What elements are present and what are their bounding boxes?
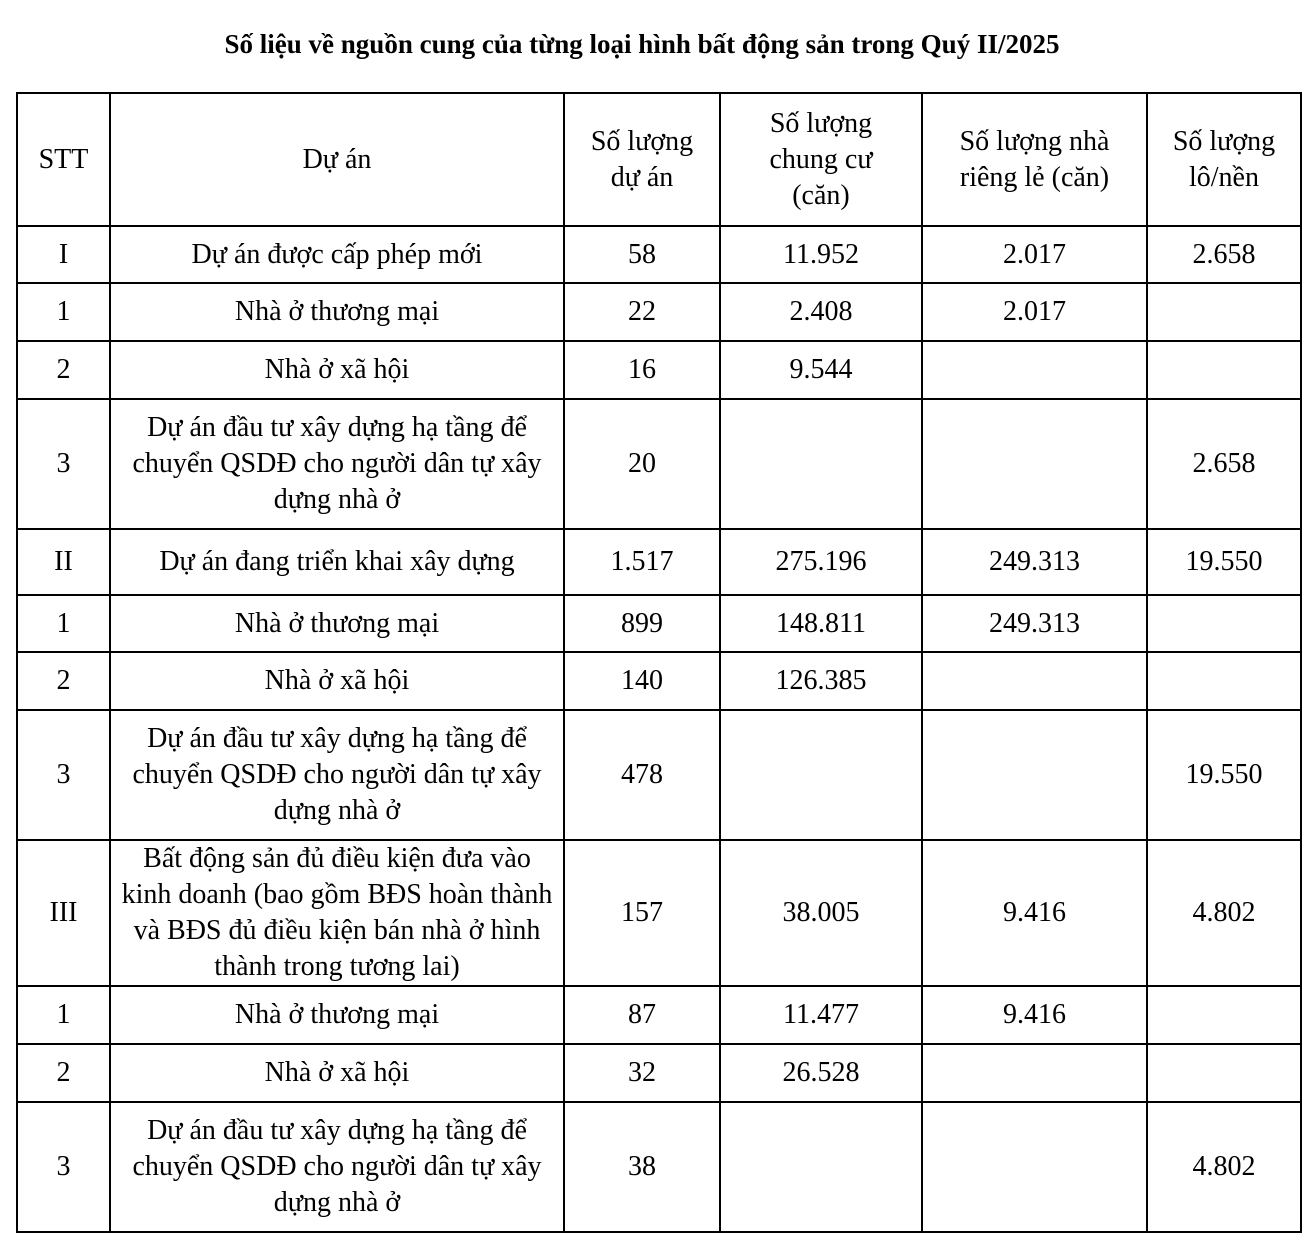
header-num-projects: Số lượng dự án xyxy=(564,93,720,226)
cell-name: Dự án được cấp phép mới xyxy=(110,226,564,283)
cell-houses: 249.313 xyxy=(922,529,1147,595)
cell-apartments xyxy=(720,710,922,840)
cell-apartments: 11.952 xyxy=(720,226,922,283)
cell-stt: III xyxy=(17,840,110,986)
cell-apartments: 148.811 xyxy=(720,595,922,652)
cell-houses xyxy=(922,399,1147,529)
cell-projects: 899 xyxy=(564,595,720,652)
cell-lots xyxy=(1147,283,1301,341)
cell-apartments: 275.196 xyxy=(720,529,922,595)
supply-table xyxy=(16,92,1302,1233)
cell-houses: 2.017 xyxy=(922,226,1147,283)
cell-projects: 478 xyxy=(564,710,720,840)
cell-houses xyxy=(922,1102,1147,1232)
cell-projects: 16 xyxy=(564,341,720,399)
cell-projects: 58 xyxy=(564,226,720,283)
cell-houses xyxy=(922,652,1147,710)
cell-name: Nhà ở xã hội xyxy=(110,341,564,399)
table-row xyxy=(17,341,1301,399)
table-row xyxy=(17,710,1301,840)
cell-lots xyxy=(1147,986,1301,1044)
cell-lots: 2.658 xyxy=(1147,226,1301,283)
cell-houses xyxy=(922,1044,1147,1102)
cell-apartments xyxy=(720,399,922,529)
cell-houses xyxy=(922,710,1147,840)
cell-lots: 4.802 xyxy=(1147,840,1301,986)
cell-name: Nhà ở thương mại xyxy=(110,283,564,341)
cell-apartments: 11.477 xyxy=(720,986,922,1044)
cell-lots xyxy=(1147,1044,1301,1102)
cell-projects: 20 xyxy=(564,399,720,529)
cell-projects: 22 xyxy=(564,283,720,341)
cell-lots xyxy=(1147,652,1301,710)
table-row xyxy=(17,595,1301,652)
cell-apartments: 2.408 xyxy=(720,283,922,341)
table-row xyxy=(17,529,1301,595)
page-title: Số liệu về nguồn cung của từng loại hình bất động sản trong Quý II/2025 xyxy=(224,29,1060,59)
table-row xyxy=(17,1044,1301,1102)
cell-projects: 87 xyxy=(564,986,720,1044)
cell-houses: 9.416 xyxy=(922,986,1147,1044)
cell-lots: 19.550 xyxy=(1147,710,1301,840)
cell-name: Dự án đang triển khai xây dựng xyxy=(110,529,564,595)
cell-lots: 2.658 xyxy=(1147,399,1301,529)
cell-stt: 2 xyxy=(17,1044,110,1102)
header-num-lots: Số lượng lô/nền xyxy=(1147,93,1301,226)
cell-apartments: 9.544 xyxy=(720,341,922,399)
cell-name: Nhà ở thương mại xyxy=(110,986,564,1044)
table-row xyxy=(17,226,1301,283)
cell-projects: 32 xyxy=(564,1044,720,1102)
table-row xyxy=(17,1102,1301,1232)
cell-apartments: 126.385 xyxy=(720,652,922,710)
cell-houses: 9.416 xyxy=(922,840,1147,986)
cell-name: Nhà ở thương mại xyxy=(110,595,564,652)
cell-stt: 3 xyxy=(17,399,110,529)
header-project: Dự án xyxy=(110,93,564,226)
cell-apartments xyxy=(720,1102,922,1232)
header-num-apartments: Số lượng chung cư (căn) xyxy=(720,93,922,226)
cell-houses: 2.017 xyxy=(922,283,1147,341)
table-row xyxy=(17,652,1301,710)
cell-stt: I xyxy=(17,226,110,283)
cell-stt: 3 xyxy=(17,710,110,840)
header-stt: STT xyxy=(17,93,110,226)
cell-houses: 249.313 xyxy=(922,595,1147,652)
cell-stt: 2 xyxy=(17,652,110,710)
cell-apartments: 38.005 xyxy=(720,840,922,986)
cell-lots xyxy=(1147,341,1301,399)
cell-stt: 1 xyxy=(17,986,110,1044)
cell-projects: 157 xyxy=(564,840,720,986)
cell-stt: 1 xyxy=(17,283,110,341)
cell-stt: 1 xyxy=(17,595,110,652)
table-row xyxy=(17,986,1301,1044)
header-row xyxy=(17,93,1301,226)
cell-name: Dự án đầu tư xây dựng hạ tầng để chuyển QSDĐ cho người dân tự xây dựng nhà ở xyxy=(110,710,564,840)
cell-stt: II xyxy=(17,529,110,595)
cell-projects: 1.517 xyxy=(564,529,720,595)
header-num-houses: Số lượng nhà riêng lẻ (căn) xyxy=(922,93,1147,226)
cell-lots: 19.550 xyxy=(1147,529,1301,595)
cell-name: Bất động sản đủ điều kiện đưa vào kinh doanh (bao gồm BĐS hoàn thành và BĐS đủ điều kiện bán nhà ở hình thành trong tương lai) xyxy=(110,840,564,986)
cell-projects: 140 xyxy=(564,652,720,710)
cell-name: Dự án đầu tư xây dựng hạ tầng để chuyển QSDĐ cho người dân tự xây dựng nhà ở xyxy=(110,1102,564,1232)
cell-stt: 2 xyxy=(17,341,110,399)
cell-apartments: 26.528 xyxy=(720,1044,922,1102)
cell-lots: 4.802 xyxy=(1147,1102,1301,1232)
table-row xyxy=(17,399,1301,529)
cell-projects: 38 xyxy=(564,1102,720,1232)
cell-lots xyxy=(1147,595,1301,652)
table-row xyxy=(17,840,1301,986)
cell-houses xyxy=(922,341,1147,399)
cell-name: Nhà ở xã hội xyxy=(110,652,564,710)
cell-name: Nhà ở xã hội xyxy=(110,1044,564,1102)
cell-name: Dự án đầu tư xây dựng hạ tầng để chuyển QSDĐ cho người dân tự xây dựng nhà ở xyxy=(110,399,564,529)
table-row xyxy=(17,283,1301,341)
cell-stt: 3 xyxy=(17,1102,110,1232)
